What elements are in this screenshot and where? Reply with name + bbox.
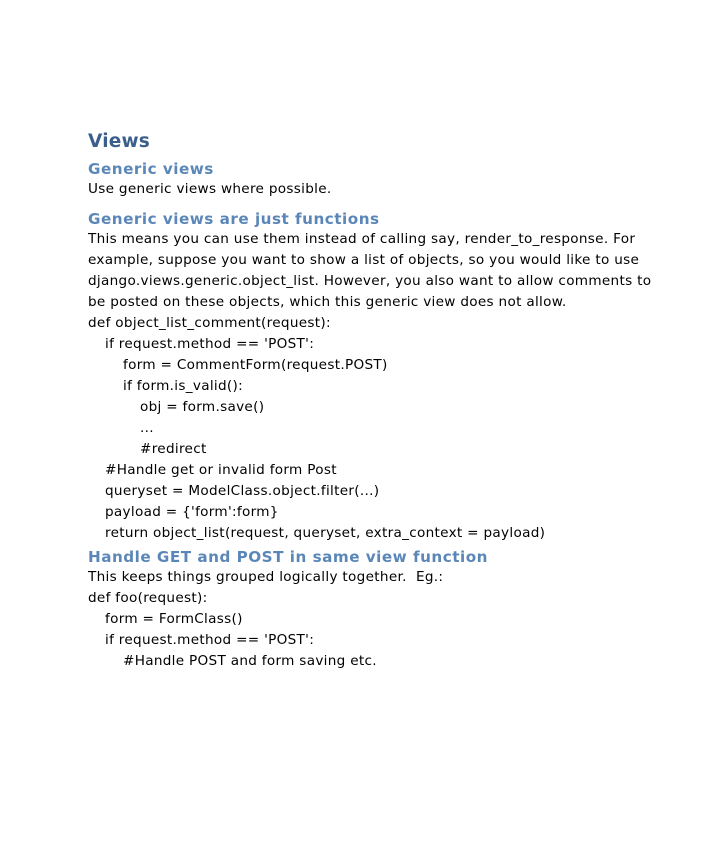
section-heading-generic-views: Generic views — [88, 160, 214, 178]
paragraph-line: be posted on these objects, which this generic view does not allow. — [88, 294, 567, 310]
document-page — [88, 128, 688, 672]
paragraph-line: django.views.generic.object_list. However, you also want to allow comments to — [88, 273, 652, 289]
code-line: return object_list(request, queryset, extra_context = payload) — [105, 525, 546, 541]
code-line: def foo(request): — [88, 590, 208, 606]
page-title: Views — [88, 131, 150, 152]
code-line: #Handle POST and form saving etc. — [123, 653, 377, 669]
paragraph-line: example, suppose you want to show a list of objects, so you would like to use — [88, 252, 640, 268]
code-line: form = FormClass() — [105, 611, 243, 627]
code-line: #Handle get or invalid form Post — [105, 462, 337, 478]
section-text: This keeps things grouped logically together. Eg.: — [88, 569, 444, 585]
code-line: form = CommentForm(request.POST) — [123, 357, 388, 373]
section-heading-get-post: Handle GET and POST in same view function — [88, 548, 488, 566]
code-line: obj = form.save() — [140, 399, 265, 415]
paragraph-line: This means you can use them instead of calling say, render_to_response. For — [88, 231, 636, 247]
code-line: queryset = ModelClass.object.filter(...) — [105, 483, 380, 499]
code-line: if request.method == 'POST': — [105, 336, 315, 352]
code-line: #redirect — [140, 441, 207, 457]
code-line: def object_list_comment(request): — [88, 315, 331, 331]
section-text: Use generic views where possible. — [88, 181, 332, 197]
code-line: if request.method == 'POST': — [105, 632, 315, 648]
code-line: ... — [140, 420, 154, 436]
code-line: if form.is_valid(): — [123, 378, 243, 394]
section-heading-generic-views-functions: Generic views are just functions — [88, 210, 380, 228]
code-line: payload = {'form':form} — [105, 504, 279, 520]
